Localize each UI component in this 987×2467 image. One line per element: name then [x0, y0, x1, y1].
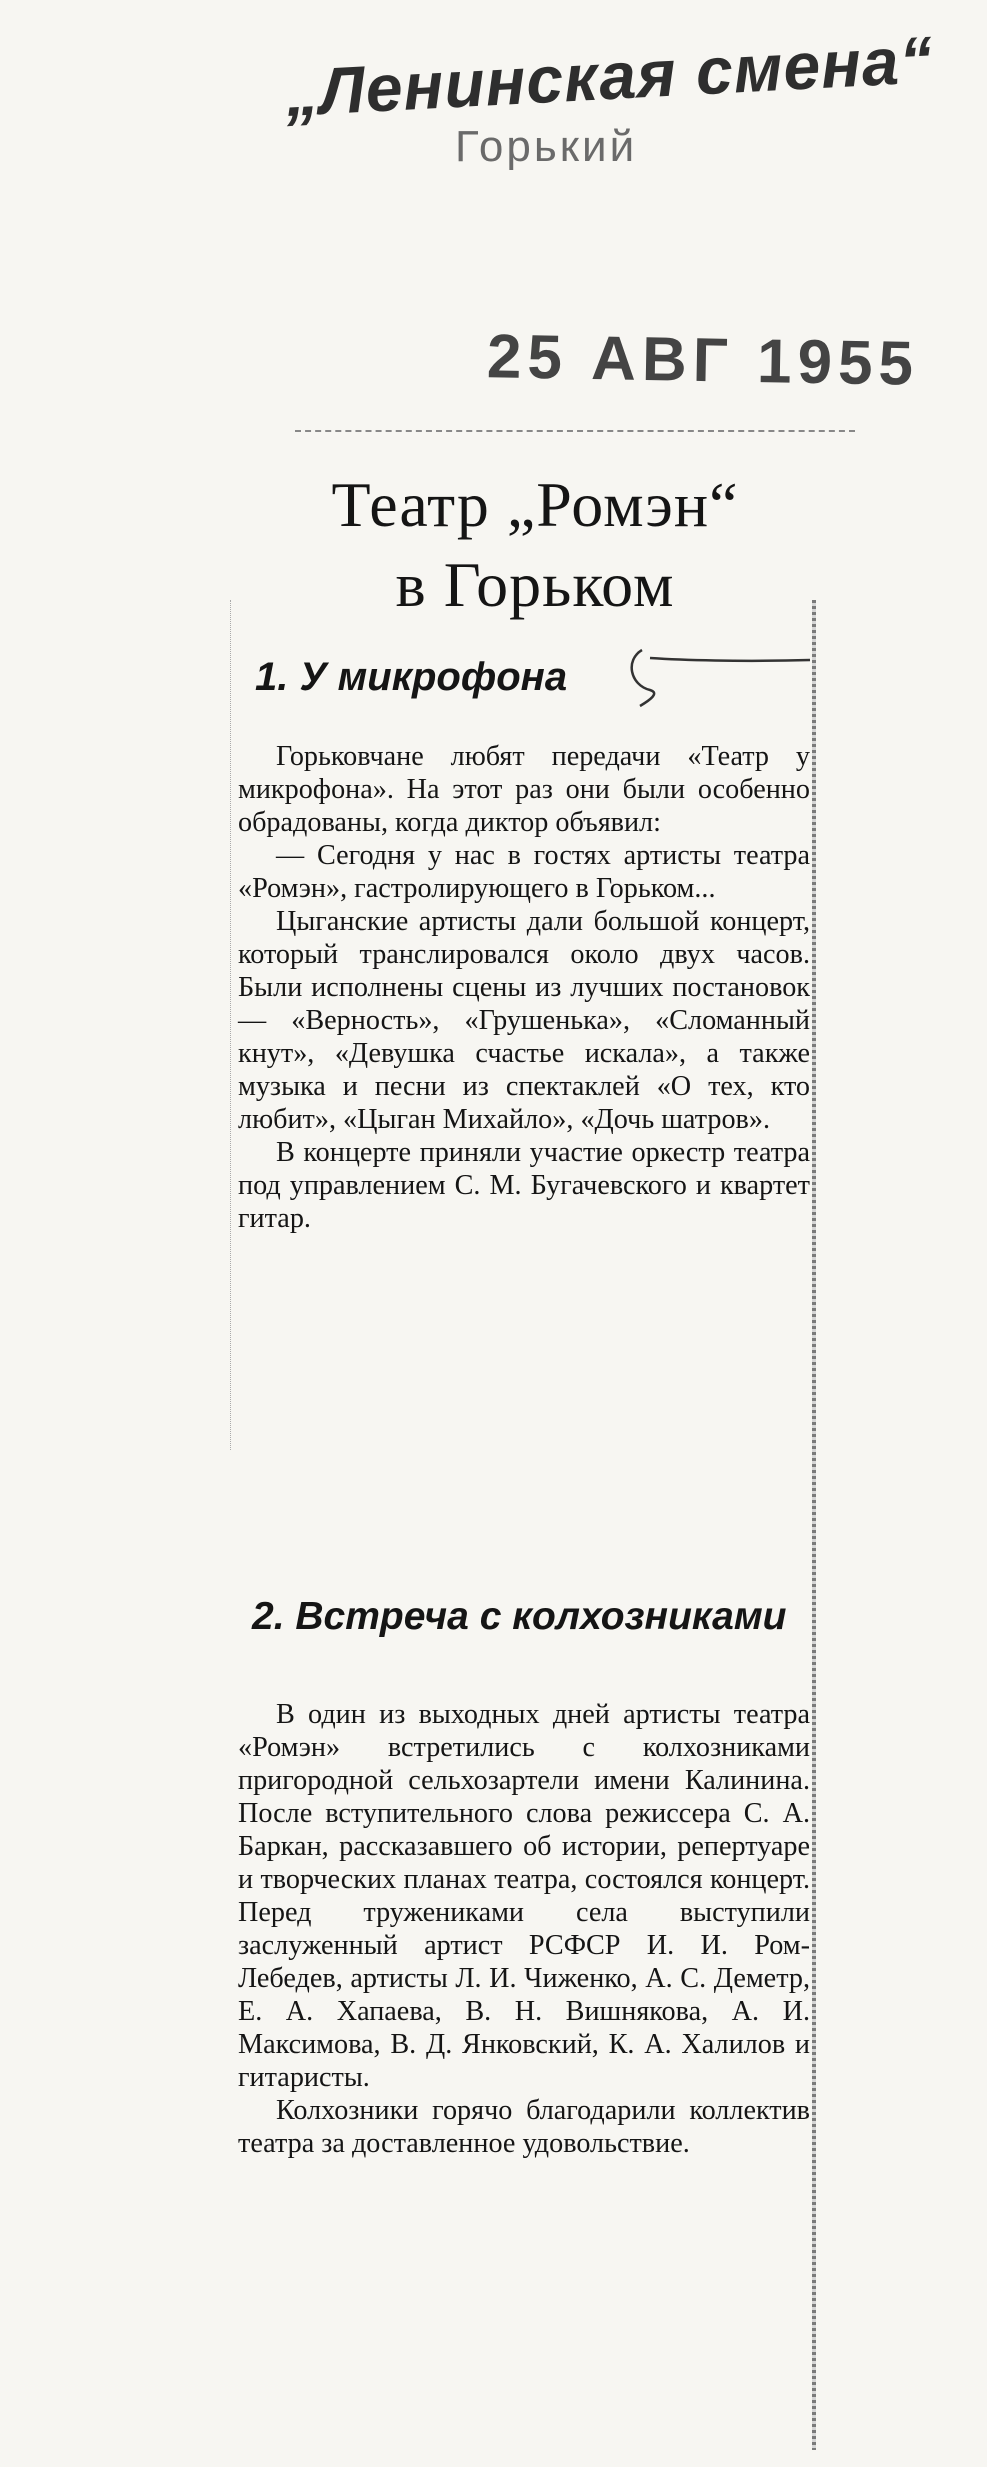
section2-paragraph-1: В один из выходных дней артисты театра «Ромэн» встретились с колхозниками пригородной сельхозартели имени Калинина. После вступительного слова режиссера С. А. Баркан, рассказавшего об истории, репертуаре и творческих планах театра, состоялся концерт. Перед тружениками села выступили заслуженный артист РСФСР И. И. Ром-Лебедев, артисты Л. И. Чиженко, А. С. Деметр, Е. А. Хапаева, В. Н. Вишнякова, А. И. Максимова, В. Д. Янковский, К. А. Халилов и гитаристы.	[238, 1699, 810, 2093]
top-divider	[295, 430, 855, 432]
section1-paragraph-3: Цыганские артисты дали большой концерт, который транслировался около двух часов. Были исполнены сцены из лучших постановок — «Верность», «Грушенька», «Сломанный кнут», «Девушка счастье искала», а также музыка и песни из спектаклей «О тех, кто любит», «Цыган Михайло», «Дочь шатров».	[238, 906, 810, 1135]
handwritten-mark-icon	[620, 640, 820, 710]
section2-body	[238, 1698, 810, 2160]
section1-paragraph-2: — Сегодня у нас в гостях артисты театра «Ромэн», гастролирующего в Горьком...	[238, 840, 810, 904]
column-rule	[812, 600, 816, 2450]
section1-paragraph-1: Горьковчане любят передачи «Театр у микрофона». На этот раз они были особенно обрадованы, когда диктор объявил:	[238, 741, 810, 838]
left-margin-line	[230, 600, 232, 1450]
section1-body	[238, 740, 810, 1235]
newspaper-stamp: „Ленинская смена“	[283, 22, 936, 130]
section2-paragraph-2: Колхозники горячо благодарили коллектив театра за доставленное удовольствие.	[238, 2095, 810, 2159]
article-title-line2: в Горьком	[395, 549, 675, 620]
date-stamp: 25 АВГ 1955	[486, 322, 920, 399]
section1-heading: 1. У микрофона	[255, 655, 568, 699]
section2-heading: 2. Встреча с колхозниками	[252, 1595, 787, 1638]
article-title-line1: Театр „Ромэн“	[331, 469, 739, 540]
city-stamp: Горький	[455, 122, 638, 171]
section1-paragraph-4: В концерте приняли участие оркестр театра под управлением С. М. Бугачевского и квартет гитар.	[238, 1137, 810, 1234]
